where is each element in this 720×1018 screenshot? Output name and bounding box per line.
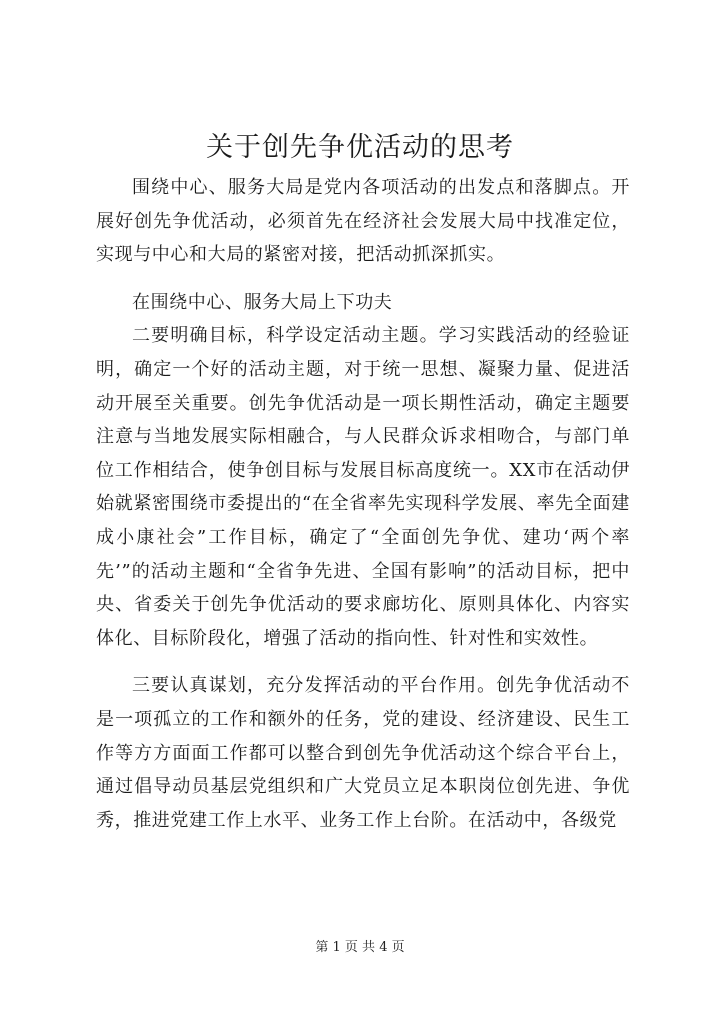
paragraph-second: 二要明确目标，科学设定活动主题。学习实践活动的经验证明，确定一个好的活动主题，对于统一思想、凝聚力量、促进活动开展至关重要。创先争优活动是一项长期性活动，确定主题要注意与当地发展实际相融合，与人民群众诉求相吻合，与部门单位工作相结合，使争创目标与发展目标高度统一。XX市在活动伊始就紧密围绕市委提出的“在全省率先实现科学发展、率先全面建成小康社会”工作目标，确定了“全面创先争优、建功‘两个率先’”的活动主题和“全省争先进、全国有影响”的活动目标，把中央、省委关于创先争优活动的要求廊坊化、原则具体化、内容实体化、目标阶段化，增强了活动的指向性、针对性和实效性。 (96, 325, 630, 649)
paragraph-intro: 围绕中心、服务大局是党内各项活动的出发点和落脚点。开展好创先争优活动，必须首先在经济社会发展大局中找准定位，实现与中心和大局的紧密对接，把活动抓深抓实。 (96, 177, 630, 266)
document-title: 关于创先争优活动的思考 (206, 132, 514, 163)
paragraph-third: 三要认真谋划，充分发挥活动的平台作用。创先争优活动不是一项孤立的工作和额外的任务，党的建设、经济建设、民生工作等方方面面工作都可以整合到创先争优活动这个综合平台上，通过倡导动员基层党组织和广大党员立足本职岗位创先进、争优秀，推进党建工作上水平、业务工作上台阶。在活动中，各级党 (96, 675, 630, 831)
paragraph-heading: 在围绕中心、服务大局上下功夫 (132, 291, 393, 313)
document-body (96, 171, 630, 837)
page-number-footer: 第 1 页 共 4 页 (315, 940, 405, 955)
